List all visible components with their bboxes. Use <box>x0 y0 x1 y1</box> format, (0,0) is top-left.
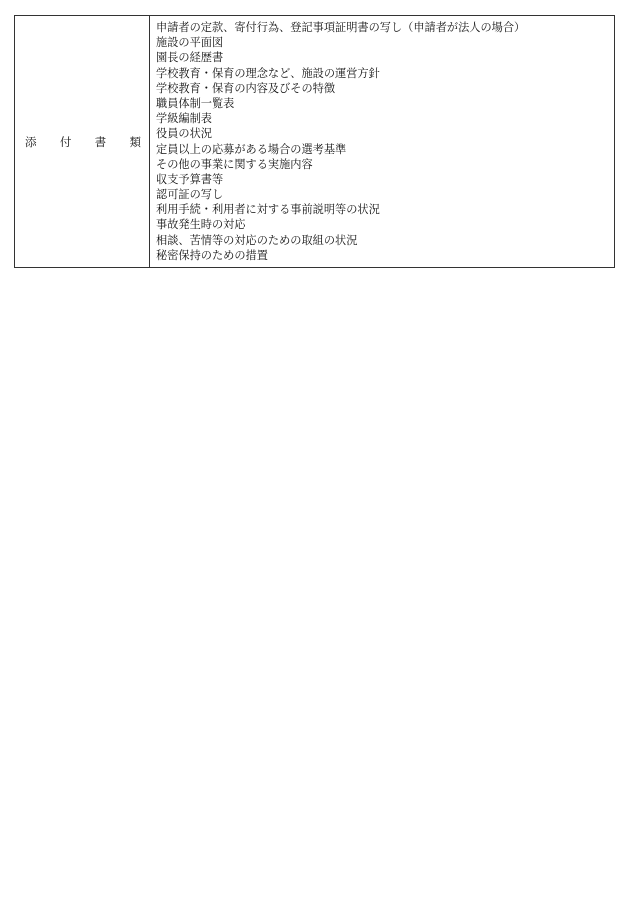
list-item: 相談、苦情等の対応のための取組の状況 <box>156 233 358 247</box>
list-item: 園長の経歴書 <box>156 51 224 65</box>
list-item: 利用手続・利用者に対する事前説明等の状況 <box>156 203 380 217</box>
label-char: 添 <box>25 134 37 149</box>
list-item: 申請者の定款、寄付行為、登記事項証明書の写し（申請者が法人の場合） <box>156 21 526 34</box>
list-item: 施設の平面図 <box>156 36 224 50</box>
list-item: 秘密保持のための措置 <box>156 248 268 262</box>
label-char: 類 <box>129 134 141 149</box>
label-char: 書 <box>94 134 107 149</box>
attachment-list <box>156 20 614 263</box>
attachments-row <box>15 16 615 268</box>
attachments-items-cell <box>150 16 615 268</box>
list-item: 学級編制表 <box>156 112 212 126</box>
attachments-label-cell <box>15 16 150 268</box>
attachments-table <box>14 15 615 268</box>
list-item: 収支予算書等 <box>156 172 224 186</box>
list-item: 認可証の写し <box>156 188 224 202</box>
list-item: 学校教育・保育の理念など、施設の運営方針 <box>156 66 380 80</box>
attachments-label <box>15 134 149 150</box>
list-item: 定員以上の応募がある場合の選考基準 <box>156 142 347 156</box>
label-char: 付 <box>59 134 72 149</box>
list-item: 職員体制一覧表 <box>156 96 235 110</box>
list-item: 役員の状況 <box>156 127 212 141</box>
list-item: その他の事業に関する実施内容 <box>156 157 313 171</box>
list-item: 学校教育・保育の内容及びその特徴 <box>156 81 336 95</box>
list-item: 事故発生時の対応 <box>156 218 246 232</box>
